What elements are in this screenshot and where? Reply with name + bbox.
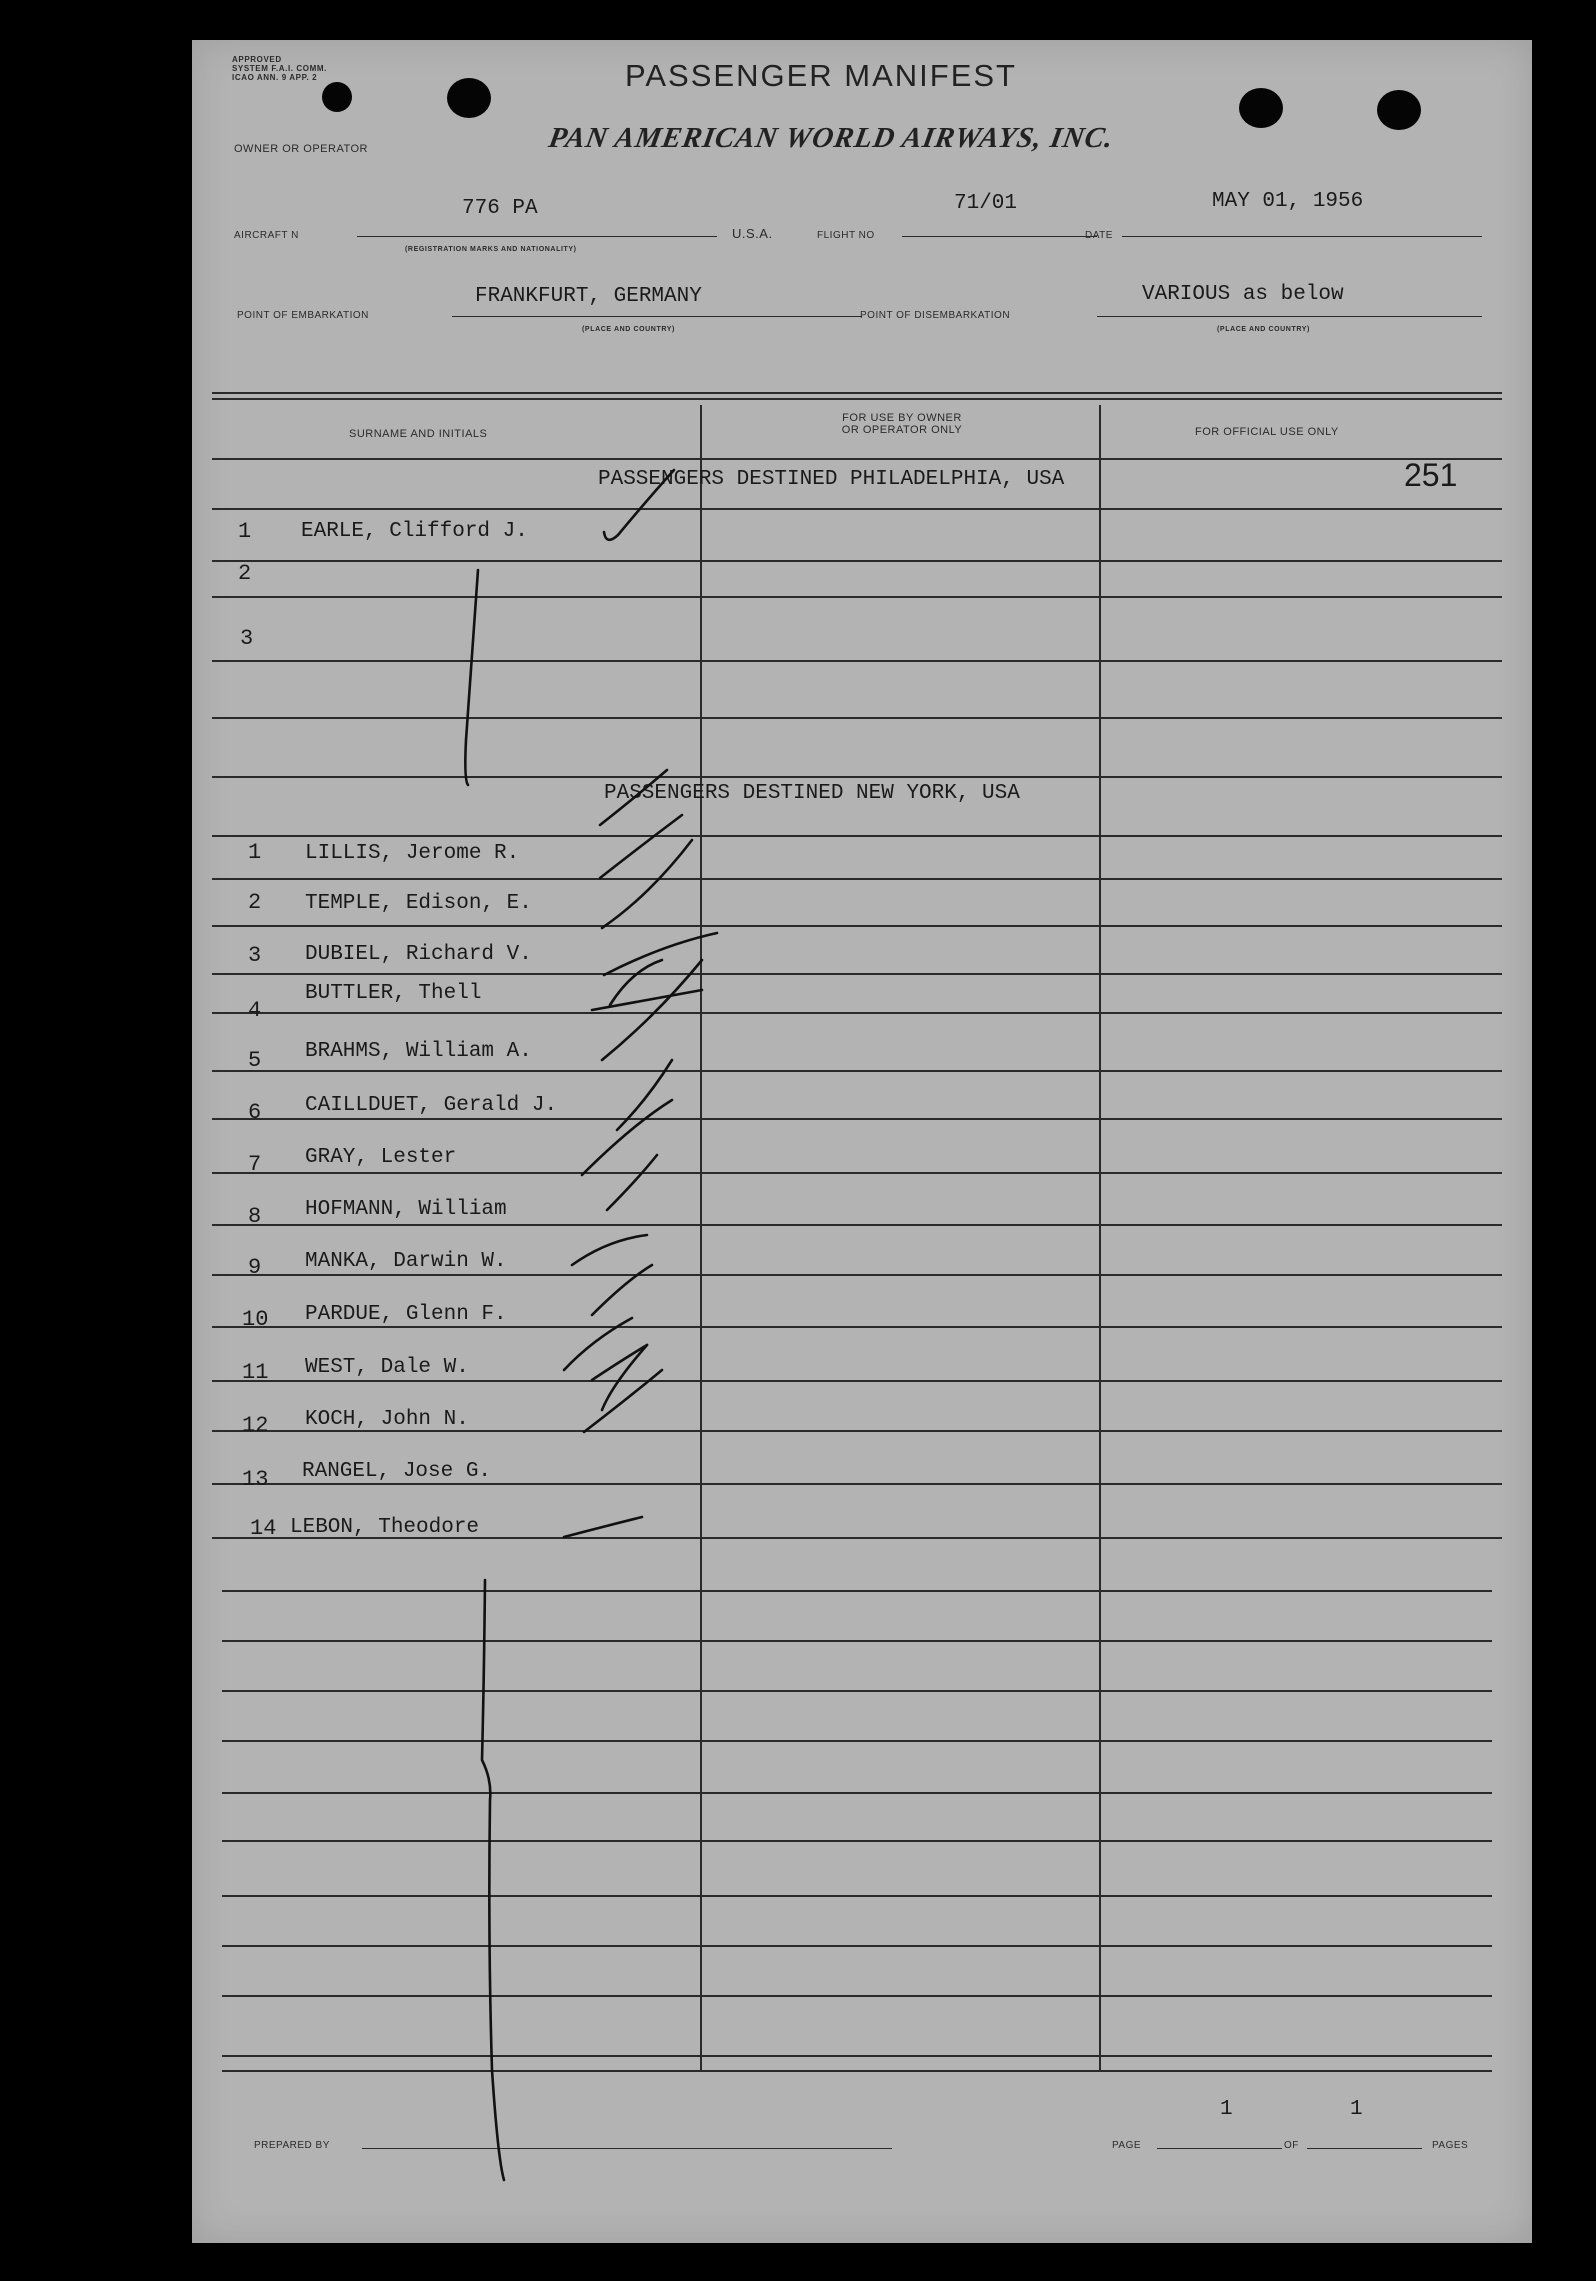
disembark-value: VARIOUS as below: [1142, 283, 1344, 306]
passenger-name: CAILLDUET, Gerald J.: [305, 1094, 558, 1117]
passenger-name: HOFMANN, William: [305, 1198, 507, 1221]
col-surname-header: SURNAME AND INITIALS: [349, 428, 488, 440]
handwritten-checkmarks: [192, 40, 1532, 2243]
of-value: 1: [1350, 2098, 1363, 2121]
group-heading-philadelphia: PASSENGERS DESTINED PHILADELPHIA, USA: [598, 468, 1065, 491]
date-label: DATE: [1085, 230, 1113, 241]
aircraft-label: AIRCRAFT N: [234, 230, 299, 241]
row-number: 14: [250, 1516, 277, 1541]
manifest-sheet: [192, 40, 1532, 2243]
usa-label: U.S.A.: [732, 226, 773, 241]
row-number: 6: [248, 1100, 262, 1125]
passenger-name: KOCH, John N.: [305, 1408, 469, 1431]
page-label: PAGE: [1112, 2140, 1142, 2151]
operator-name: PAN AMERICAN WORLD AIRWAYS, INC.: [546, 122, 1117, 154]
passenger-name: MANKA, Darwin W.: [305, 1250, 507, 1273]
row-number: 2: [238, 561, 252, 586]
passenger-name: EARLE, Clifford J.: [301, 520, 528, 543]
approval-line: SYSTEM F.A.I. COMM.: [232, 64, 327, 73]
row-number: 11: [242, 1360, 269, 1385]
row-number: 1: [238, 519, 252, 544]
row-number: 1: [248, 840, 262, 865]
owner-label: OWNER OR OPERATOR: [234, 143, 368, 155]
row-number: 5: [248, 1048, 262, 1073]
prepared-label: PREPARED BY: [254, 2140, 330, 2151]
passenger-name: LILLIS, Jerome R.: [305, 842, 520, 865]
place-note-disembark: (PLACE AND COUNTRY): [1217, 326, 1310, 333]
passenger-name: BUTTLER, Thell: [305, 982, 482, 1005]
embark-label: POINT OF EMBARKATION: [237, 310, 369, 321]
passenger-name: DUBIEL, Richard V.: [305, 943, 532, 966]
row-number: 7: [248, 1152, 262, 1177]
date-value: MAY 01, 1956: [1212, 190, 1364, 213]
aircraft-value: 776 PA: [462, 197, 538, 220]
row-number: 8: [248, 1204, 262, 1229]
row-number: 12: [242, 1413, 269, 1438]
page-stamp: 251: [1404, 457, 1458, 493]
passenger-name: RANGEL, Jose G.: [302, 1460, 492, 1483]
row-number: 13: [242, 1467, 269, 1492]
flight-label: FLIGHT NO: [817, 230, 875, 241]
form-title: PASSENGER MANIFEST: [625, 58, 1017, 93]
registration-note: (REGISTRATION MARKS AND NATIONALITY): [405, 246, 577, 253]
col-owner-use-line: FOR USE BY OWNER: [842, 412, 962, 424]
passenger-name: LEBON, Theodore: [290, 1516, 480, 1539]
passenger-name: WEST, Dale W.: [305, 1356, 469, 1379]
passenger-name: GRAY, Lester: [305, 1146, 457, 1169]
of-label: OF: [1284, 2140, 1299, 2151]
row-number: 4: [248, 998, 262, 1023]
pages-label: PAGES: [1432, 2140, 1469, 2151]
col-official-header: FOR OFFICIAL USE ONLY: [1195, 426, 1339, 438]
place-note-embark: (PLACE AND COUNTRY): [582, 326, 675, 333]
row-number: 3: [248, 943, 262, 968]
row-number: 9: [248, 1255, 262, 1280]
group-heading-new-york: PASSENGERS DESTINED NEW YORK, USA: [604, 782, 1020, 805]
row-number: 2: [248, 890, 262, 915]
flight-value: 71/01: [954, 192, 1018, 215]
row-number: 10: [242, 1307, 269, 1332]
passenger-name: TEMPLE, Edison, E.: [305, 892, 532, 915]
approval-line: APPROVED: [232, 55, 282, 64]
disembark-label: POINT OF DISEMBARKATION: [860, 310, 1011, 321]
col-owner-use-line: OR OPERATOR ONLY: [841, 424, 963, 436]
page-value: 1: [1220, 2098, 1233, 2121]
row-number: 3: [240, 626, 254, 651]
embark-value: FRANKFURT, GERMANY: [475, 285, 702, 308]
passenger-name: BRAHMS, William A.: [305, 1040, 532, 1063]
approval-line: ICAO ANN. 9 APP. 2: [232, 73, 318, 82]
passenger-name: PARDUE, Glenn F.: [305, 1303, 507, 1326]
